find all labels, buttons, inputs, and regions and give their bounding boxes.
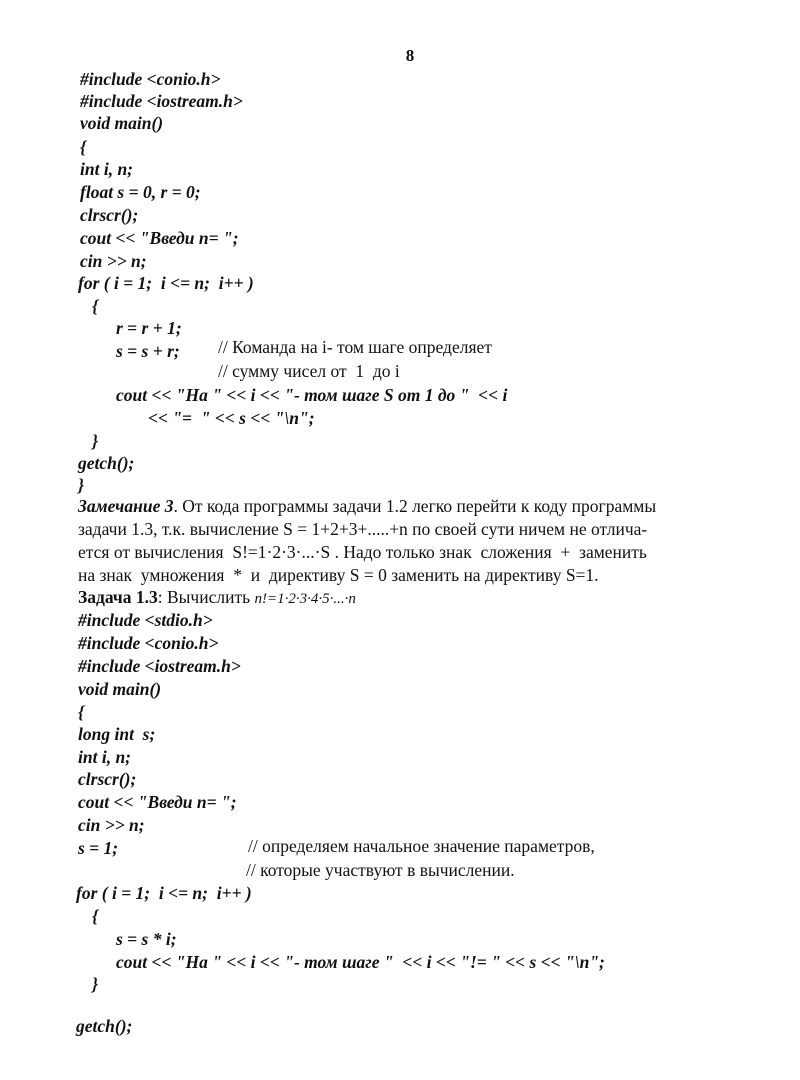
code-comment: // которые участвуют в вычислении. xyxy=(246,860,515,880)
code-line: clrscr(); xyxy=(78,769,137,789)
code-line: cout << "На " << i << "- том шаге S от 1 до " << i xyxy=(116,385,508,405)
code-line: } xyxy=(92,431,99,451)
remark-paragraph-line4: на знак умножения * и директиву S = 0 заменить на директиву S=1. xyxy=(78,565,599,585)
code-line: s = s * i; xyxy=(116,929,177,949)
code-line: int i, n; xyxy=(80,159,134,179)
code-line: r = r + 1; xyxy=(116,318,182,338)
code-line: << "= " << s << "\n"; xyxy=(148,408,315,428)
code-line: int i, n; xyxy=(78,747,132,767)
code-line: void main() xyxy=(78,679,162,699)
code-line: float s = 0, r = 0; xyxy=(80,182,201,202)
page-number: 8 xyxy=(405,46,415,65)
code-line: clrscr(); xyxy=(80,205,139,225)
task-formula: n!=1·2·3·4·5·...·n xyxy=(254,591,356,607)
code-line: long int s; xyxy=(78,724,156,744)
code-line: cout << "Введи n= "; xyxy=(80,228,239,248)
code-line: getch(); xyxy=(78,453,135,473)
code-line: #include <conio.h> xyxy=(78,633,219,653)
code-line: s = s + r; xyxy=(116,341,180,361)
code-comment: // Команда на i- том шаге определяет xyxy=(218,337,492,357)
remark-text: . От кода программы задачи 1.2 легко перейти к коду программы xyxy=(173,496,657,516)
code-line: { xyxy=(92,906,99,926)
code-line: cin >> n; xyxy=(80,251,147,271)
code-line: getch(); xyxy=(76,1016,133,1036)
code-line: #include <iostream.h> xyxy=(80,91,243,111)
task-label: Задача 1.3 xyxy=(78,587,158,607)
remark-label: Замечание 3 xyxy=(78,496,174,516)
code-line: #include <conio.h> xyxy=(80,69,221,89)
code-line: void main() xyxy=(80,113,164,133)
code-line: for ( i = 1; i <= n; i++ ) xyxy=(78,273,254,293)
code-line: for ( i = 1; i <= n; i++ ) xyxy=(76,883,252,903)
code-line: } xyxy=(92,974,99,994)
remark-paragraph-line1 xyxy=(78,495,656,517)
code-line: } xyxy=(78,475,85,495)
code-line: cout << "Введи n= "; xyxy=(78,792,237,812)
code-line: #include <iostream.h> xyxy=(78,656,241,676)
code-line: { xyxy=(80,137,87,157)
code-line: { xyxy=(92,296,99,316)
code-line: cin >> n; xyxy=(78,815,145,835)
remark-paragraph-line2: задачи 1.3, т.к. вычисление S = 1+2+3+.....+n по своей сути ничем не отлича- xyxy=(78,519,648,539)
code-line: #include <stdio.h> xyxy=(78,610,213,630)
task-text: : Вычислить xyxy=(157,587,255,607)
code-line: { xyxy=(78,702,85,722)
code-comment: // определяем начальное значение параметров, xyxy=(248,836,595,856)
code-line: s = 1; xyxy=(78,838,119,858)
remark-paragraph-line3: ется от вычисления S!=1·2·3·...·S . Надо только знак сложения + заменить xyxy=(78,542,647,562)
code-comment: // сумму чисел от 1 до i xyxy=(218,361,400,381)
task-heading xyxy=(78,586,356,610)
code-line: cout << "На " << i << "- том шаге " << i << "!= " << s << "\n"; xyxy=(116,952,605,972)
